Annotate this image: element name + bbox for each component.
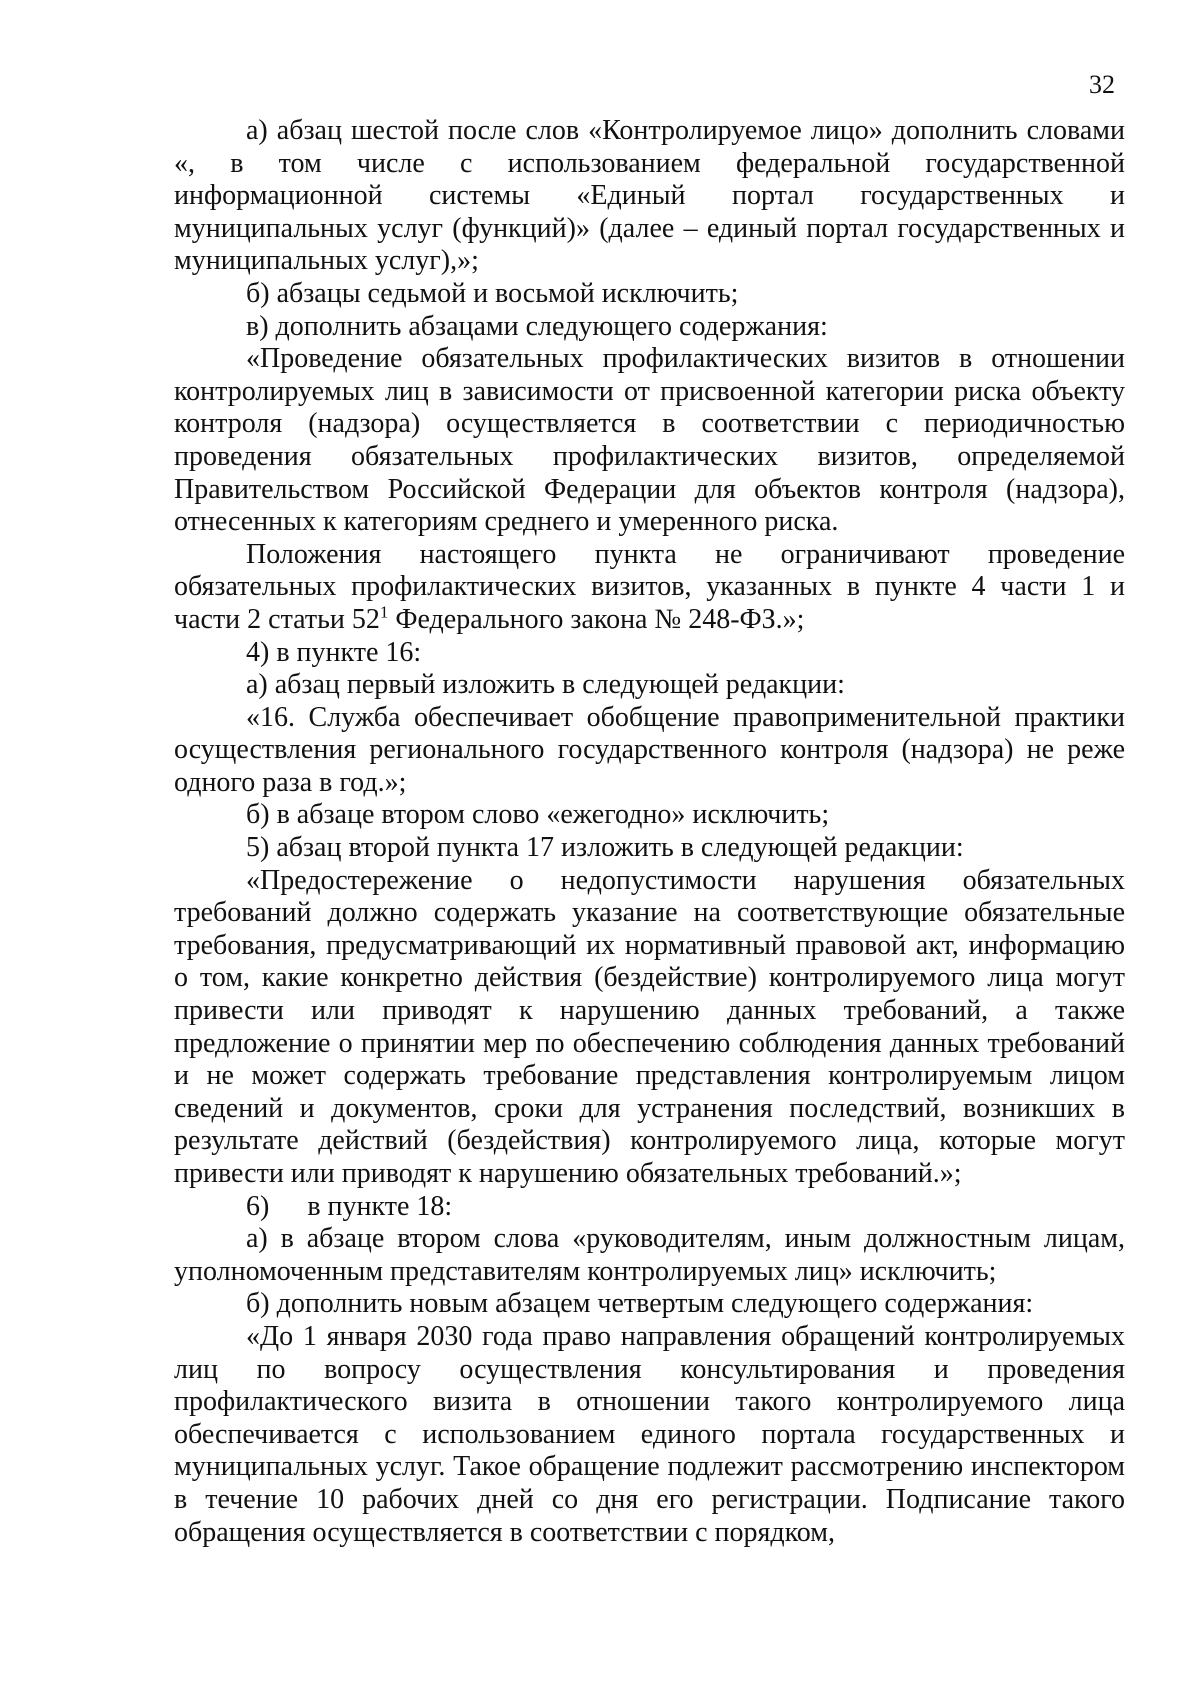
- list-number: 6): [246, 1190, 270, 1222]
- paragraph-11: «Предостережение о недопустимости нарушения обязательных требований должно содержать указание на соответствующие обязательные требования, предусматривающий их нормативный правовой акт, информацию о том, какие конкретно действия (бездействие) контролируемого лица могут привести или приводят к нарушению данных требований, а также предложение о принятии мер по обеспечению соблюдения данных требований и не может содержать требование представления контролируемым лицом сведений и документов, сроки для устранения последствий, возникших в результате действий (бездействия) контролируемого лица, которые могут привести или приводят к нарушению обязательных требований.»;: [174, 864, 1125, 1189]
- paragraph-14: б) дополнить новым абзацем четвертым следующего содержания:: [246, 1288, 1034, 1320]
- page-number: 32: [1089, 70, 1115, 99]
- paragraph-13: а) в абзаце втором слова «руководителям, иным должностным лицам, уполномоченным представителям контролируемых лиц» исключить;: [174, 1223, 1125, 1287]
- paragraph-10: 5) абзац второй пункта 17 изложить в следующей редакции:: [246, 832, 964, 864]
- list-text: в пункте 18:: [307, 1190, 453, 1222]
- paragraph-8: «16. Служба обеспечивает обобщение правоприменительной практики осуществления регионального государственного контроля (надзора) не реже одного раза в год.»;: [174, 701, 1125, 798]
- paragraph-6: 4) в пункте 16:: [246, 636, 422, 668]
- paragraph-5-text-end: Федерального закона № 248-ФЗ.»;: [388, 603, 805, 635]
- paragraph-9: б) в абзаце втором слово «ежегодно» исключить;: [246, 799, 830, 831]
- paragraph-3: в) дополнить абзацами следующего содержания:: [246, 310, 828, 342]
- paragraph-5-text: Положения настоящего пункта не ограничивают проведение обязательных профилактических визитов, указанных в пункте 4 части 1 и части 2 статьи 52: [174, 538, 1125, 635]
- paragraph-5: [174, 539, 1125, 637]
- paragraph-7: а) абзац первый изложить в следующей редакции:: [246, 669, 845, 701]
- paragraph-12: [174, 1191, 1125, 1224]
- paragraph-2: б) абзацы седьмой и восьмой исключить;: [246, 277, 739, 309]
- paragraph-15: «До 1 января 2030 года право направления обращений контролируемых лиц по вопросу осуществления консультирования и проведения профилактического визита в отношении такого контролируемого лица обеспечивается с использованием единого портала государственных и муниципальных услуг. Такое обращение подлежит рассмотрению инспектором в течение 10 рабочих дней со дня его регистрации. Подписание такого обращения осуществляется в соответствии с порядком,: [174, 1320, 1125, 1548]
- paragraph-4: «Проведение обязательных профилактических визитов в отношении контролируемых лиц в зависимости от присвоенной категории риска объекту контроля (надзора) осуществляется в соответствии с периодичностью проведения обязательных профилактических визитов, определяемой Правительством Российской Федерации для объектов контроля (надзора), отнесенных к категориям среднего и умеренного риска.: [174, 343, 1125, 538]
- document-body: [174, 115, 1125, 1549]
- paragraph-1: а) абзац шестой после слов «Контролируемое лицо» дополнить словами «, в том числе с использованием федеральной государственной информационной системы «Единый портал государственных и муниципальных услуг (функций)» (далее – единый портал государственных и муниципальных услуг),»;: [174, 115, 1125, 277]
- article-superscript: 1: [379, 602, 389, 622]
